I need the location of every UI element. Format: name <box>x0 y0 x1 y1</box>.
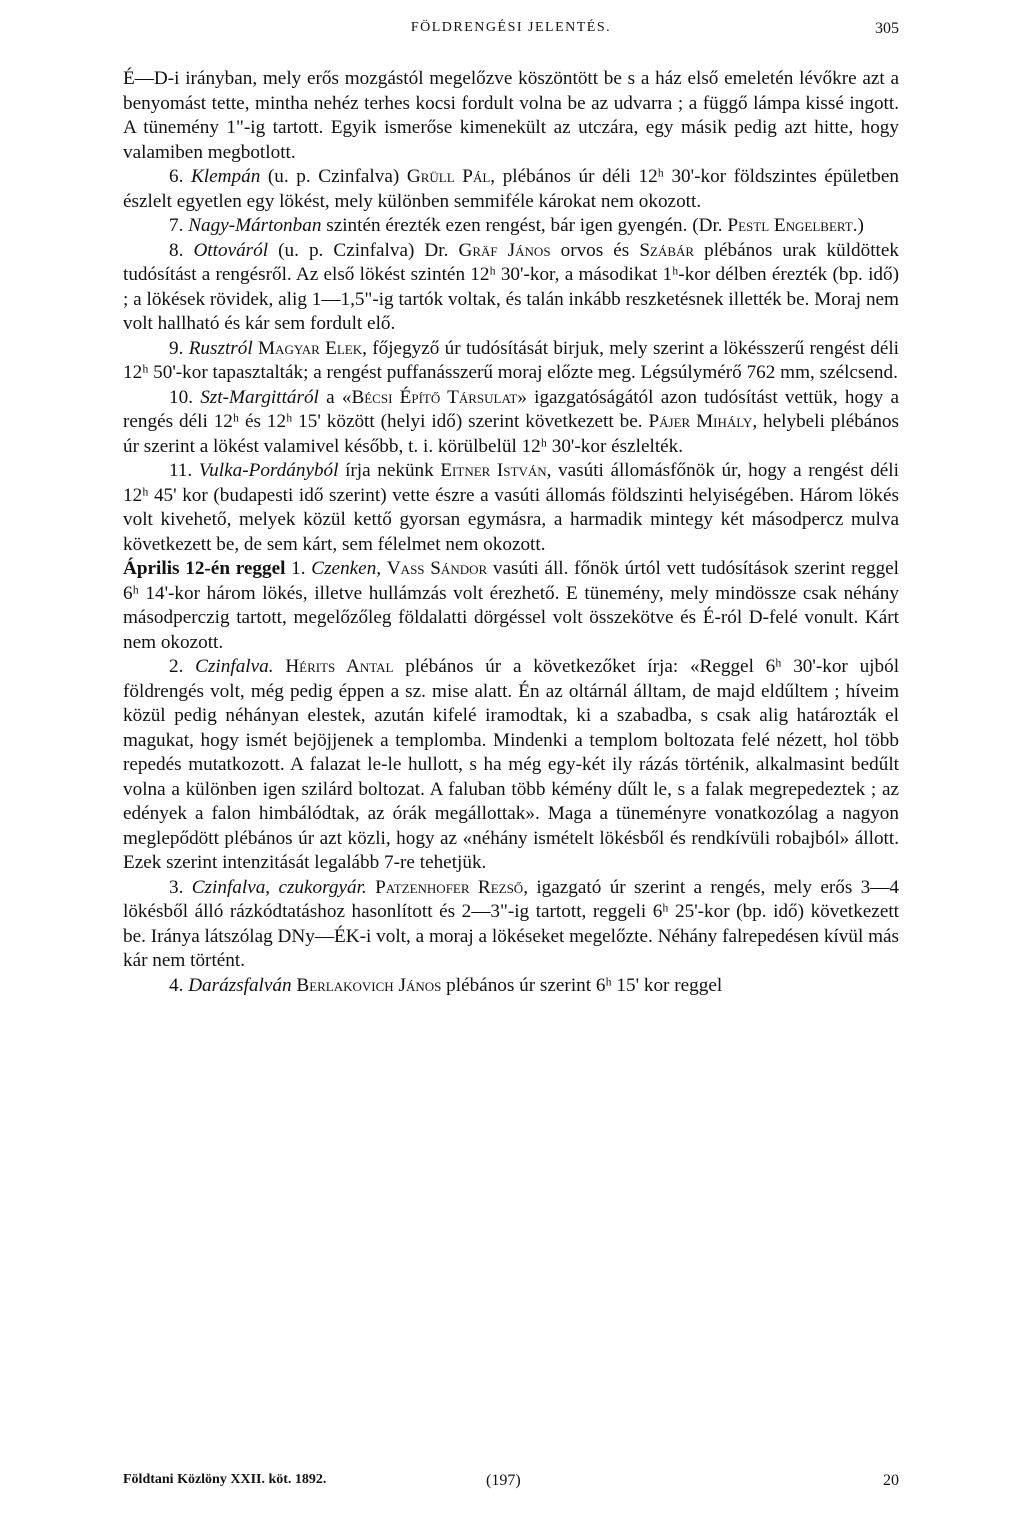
person-name: Vass Sándor <box>386 558 488 579</box>
place-name: Rusztról <box>188 337 253 359</box>
paragraph <box>123 386 899 460</box>
text-run: (u. p. Czinfalva) <box>260 166 407 187</box>
signature-mark: 20 <box>883 1472 899 1489</box>
paragraph <box>123 655 899 876</box>
text-run: plébános úr a következőket írja: «Reggel 6ʰ 30'-kor ujból földrengés volt, még pedig éppen a sz. mise alatt. Én az oltárnál álltam, de majd eldűltem ; híveim közül pedig néhányan elestek, azután kifelé iramodtak, ki a szabadba, s csak alig határozták el magukat, hogy ismét bejöjjenek a templomba. Mindenki a templom boltozata felé nézett, hol több repedés mutatkozott. A falazat le-le hullott, s ha még egy-két ily rázás történik, alkalmasint bedűlt volna a különben igen szilárd boltozat. A faluban több kémény dűlt le, s a falak megrepedeztek ; az edények a falon himbálódtak, az órák megállottak». Maga a tüneményre vonatkozólag a nagyon meglepődött plébános úr azt közli, hogy az «néhány ismételt lökésből és rendkívüli robajból» állott. Ezek szerint intenzitását legalább 7-re tehetjük. <box>123 656 900 873</box>
text-run: 10. <box>169 386 201 408</box>
place-name: Czinfalva. <box>195 656 274 677</box>
person-name: Szábár <box>639 239 695 261</box>
text-run: írja nekünk <box>338 460 441 481</box>
text-run: , helybeli plébános úr szerint a lökést valamivel később, t. i. körülbelül 12ʰ 30'-kor észlelték. <box>123 411 899 457</box>
text-run: orvos és <box>550 239 640 261</box>
text-run: vasúti áll. főnök úrtól vett tudósítások szerint reggel 6ʰ 14'-kor három lökés, illetve hullámzás volt érezhető. E tünemény, mely mindössze csak néhány másodperczig tartott, megelőzőleg földalatti dörgéssel volt összekötve és É-ról D-felé vonult. Kárt nem okozott. <box>123 558 900 653</box>
text-run: plébános urak küldöttek tudósítást a rengésről. Az első lökést szintén 12ʰ 30'-kor, a másodikat 1ʰ-kor délben érezték (bp. idő) ; a lökések rövidek, alig 1—1,5"-ig tartók voltak, és talán inkább reszketésnek illették be. Moraj nem volt hallható és kár sem fordult elő. <box>123 239 899 334</box>
paragraph <box>123 974 899 999</box>
person-name: Pájer Mihály <box>648 411 753 432</box>
text-run: , vasúti állomásfőnök úr, hogy a rengést déli 12ʰ 45' kor (budapesti idő szerint) vette észre a vasúti állomás földszinti helyiségében. Három lökés volt kivehető, melyek közül kettő gyorsan egymásra, a harmadik mintegy két másodpercz mulva következett be, de sem kárt, sem félelmet nem okozott. <box>123 460 899 555</box>
place-name: Vulka-Pordányból <box>198 460 339 481</box>
paragraph <box>123 876 899 974</box>
journal-citation: Földtani Közlöny XXII. köt. 1892. <box>123 1472 327 1487</box>
person-name: Hérits Antal <box>285 656 394 677</box>
person-name: Magyar Elek <box>258 337 363 359</box>
volume-page-number: (197) <box>486 1472 521 1489</box>
person-name: Gräf János <box>458 239 551 261</box>
paragraph <box>123 165 899 214</box>
text-run: plébános úr szerint 6ʰ 15' kor reggel <box>441 974 723 996</box>
text-run: É—D-i irányban, mely erős mozgástól megelőzve köszöntött be s a ház első emeletén lévőkre azt a benyomást tette, mintha nehéz terhes kocsi fordult volna be az udvarra ; a függő lámpa kissé ingott. A tünemény 1"-ig tartott. Egyik ismerőse kimenekült az utczára, egy másik pedig azt hitte, hogy valamiben megbotlott. <box>123 68 899 163</box>
place-name: Darázsfalván <box>188 974 292 996</box>
text-run: 11. <box>169 460 199 481</box>
date-heading: Április 12-én reggel <box>123 558 286 579</box>
body-text <box>123 67 899 998</box>
text-run: 1. <box>285 558 312 579</box>
page-footer <box>123 1472 899 1496</box>
text-run: 6. <box>169 166 191 187</box>
text-run: szintén érezték ezen rengést, bár igen gyengén. (Dr. <box>321 215 728 236</box>
person-name: Bécsi Építő Társulat <box>351 386 518 408</box>
place-name: Szt-Margittáról <box>200 386 319 408</box>
text-run: , igazgató úr szerint a rengés, mely erős 3—4 lökésből álló rázkódtatáshoz hasonlított és 2—3"-ig tartott, reggeli 6ʰ 25'-kor (bp. idő) következett be. Iránya látszólag DNy—ÉK-i volt, a moraj a lökéseket megelőzte. Néhány falrepedésen kívül más kár nem történt. <box>123 876 900 971</box>
text-run: a « <box>318 386 352 408</box>
paragraph <box>123 557 899 655</box>
text-run: , plébános úr déli 12ʰ 30'-kor földszintes épületben észlelt egyetlen egy lökést, mely különben semmiféle károkat nem okozott. <box>123 166 899 212</box>
place-name: Czenken, <box>311 558 382 579</box>
person-name: Grüll Pál <box>406 166 491 187</box>
paragraph <box>123 239 899 337</box>
place-name: Nagy-Mártonban <box>188 215 322 236</box>
text-run: » igazgatóságától azon tudósítást vettük, hogy a rengés déli 12ʰ és 12ʰ 15' között (helyi idő) szerint következett be. <box>123 386 899 432</box>
text-run: 8. <box>169 239 194 261</box>
paragraph <box>123 67 899 165</box>
person-name: Berlakovich János <box>296 974 442 996</box>
paragraph <box>123 459 899 557</box>
text-run: .) <box>852 215 864 236</box>
paragraph <box>123 214 899 239</box>
place-name: Klempán <box>191 166 261 187</box>
text-run: 7. <box>169 215 189 236</box>
text-run: 9. <box>169 337 189 359</box>
text-run: 4. <box>169 974 189 996</box>
place-name: Czinfalva, czukorgyár. <box>191 876 367 898</box>
text-run: 3. <box>169 876 192 898</box>
text-run: , főjegyző úr tudósítását birjuk, mely szerint a lökésszerű rengést déli 12ʰ 50'-kor tapasztalták; a rengést puffanásszerű moraj előzte meg. Légsúlymérő 762 mm, szélcsend. <box>123 337 899 383</box>
text-run: (u. p. Czinfalva) Dr. <box>268 239 459 261</box>
text-run <box>367 877 375 898</box>
page-number: 305 <box>875 20 899 37</box>
place-name: Ottováról <box>193 239 269 261</box>
paragraph <box>123 337 899 386</box>
text-run <box>274 656 286 677</box>
person-name: Eitner István <box>440 460 547 481</box>
person-name: Pestl Engelbert <box>727 215 853 236</box>
person-name: Patzenhofer Rezső <box>375 876 524 898</box>
page-header <box>123 20 899 46</box>
text-run: 2. <box>169 656 196 677</box>
running-title: FÖLDRENGÉSI JELENTÉS. <box>410 20 612 35</box>
